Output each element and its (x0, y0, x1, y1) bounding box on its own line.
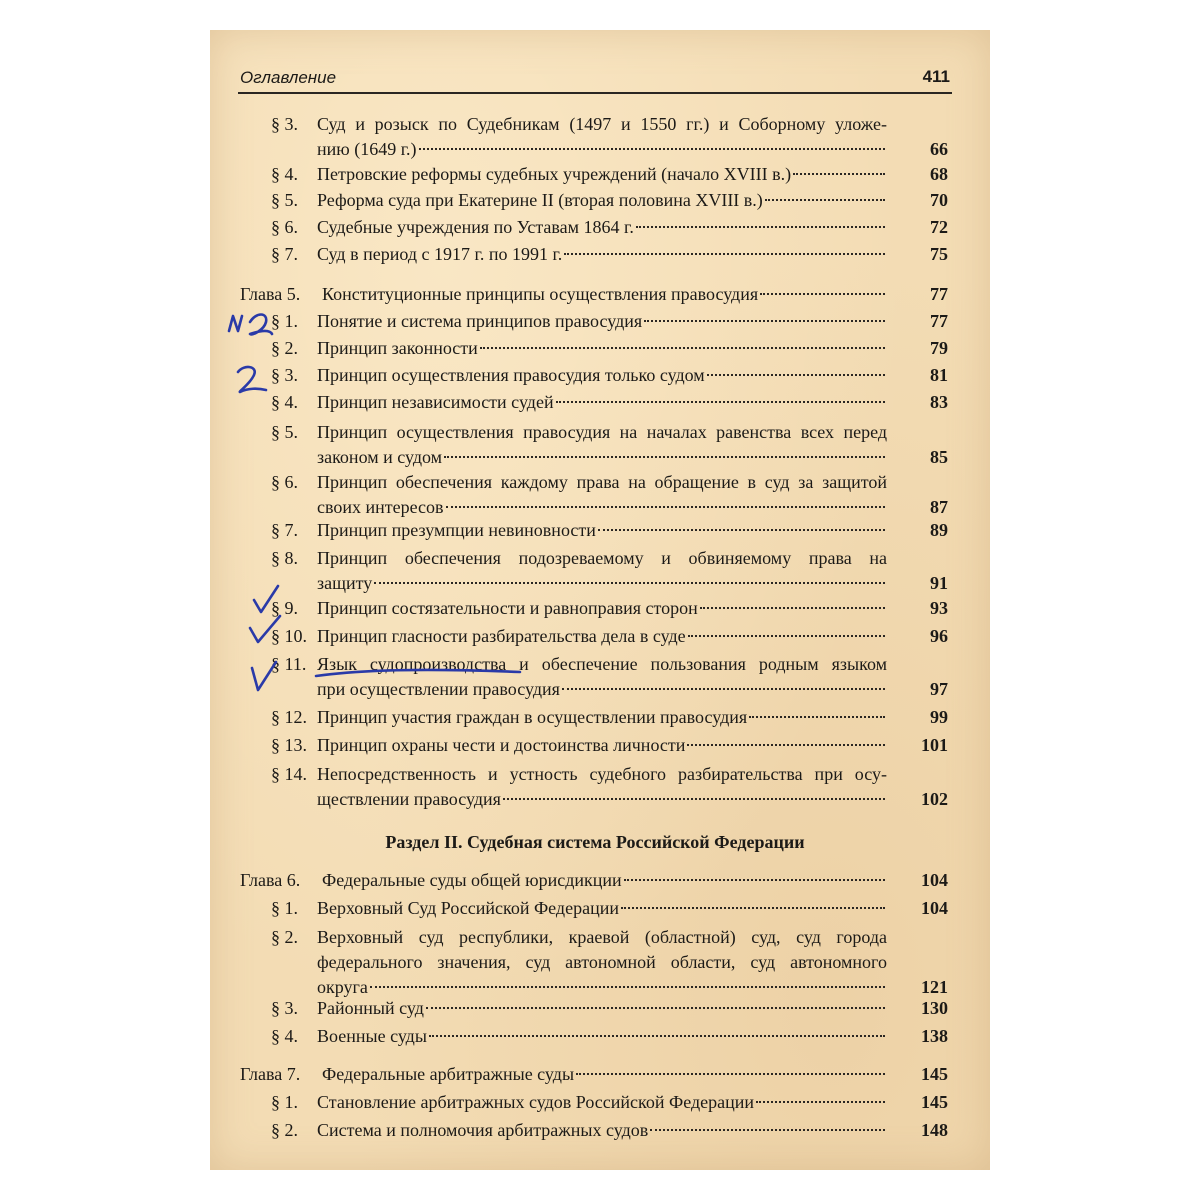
toc-entry-number: § 7. (271, 520, 298, 540)
toc-section-entry (0, 336, 1200, 361)
toc-section-entry (0, 762, 1200, 812)
toc-entry-number: § 10. (271, 626, 307, 646)
toc-section-entry (0, 624, 1200, 649)
toc-entry-page-number: 81 (930, 365, 948, 385)
toc-entry-page-number: 138 (921, 1026, 948, 1046)
toc-entry-page-number: 145 (921, 1064, 948, 1084)
dot-leader (621, 906, 885, 909)
toc-entry-title-line: Принцип обеспечения каждому права на обращение в суд за защитой (317, 472, 887, 492)
toc-entry-title-line: округа (317, 977, 368, 997)
toc-entry-number: § 9. (271, 598, 298, 618)
toc-entry-number: § 3. (271, 998, 298, 1018)
toc-section-entry (0, 363, 1200, 388)
toc-entry-page-number: 70 (930, 190, 948, 210)
toc-entry-title-line: Суд и розыск по Судебникам (1497 и 1550 гг.) и Соборному уложе- (317, 114, 887, 134)
dot-leader (426, 1006, 885, 1009)
toc-entry-title-line: Принцип обеспечения подозреваемому и обвиняемому права на (317, 548, 887, 568)
toc-entry-title-line: Реформа суда при Екатерине II (вторая половина XVIII в.) (317, 190, 763, 210)
dot-leader (598, 528, 885, 531)
dot-leader (576, 1072, 885, 1075)
toc-entry-page-number: 77 (930, 284, 948, 304)
dot-leader (760, 292, 885, 295)
toc-entry-title-line: Суд в период с 1917 г. по 1991 г. (317, 244, 563, 264)
toc-entry-page-number: 148 (921, 1120, 948, 1140)
toc-section-entry (0, 546, 1200, 596)
toc-section-entry (0, 242, 1200, 267)
dot-leader (700, 606, 885, 609)
dot-leader (370, 985, 885, 988)
dot-leader (503, 797, 885, 800)
toc-section-entry (0, 1118, 1200, 1143)
toc-entry-page-number: 99 (930, 707, 948, 727)
toc-entry-title-line: Принцип законности (317, 338, 478, 358)
toc-entry-number: Глава 6. (240, 870, 301, 890)
toc-entry-number: § 3. (271, 114, 298, 134)
toc-entry-title-line: Принцип состязательности и равноправия сторон (317, 598, 698, 618)
toc-entry-title-line: при осуществлении правосудия (317, 679, 560, 699)
toc-entry-title-line: Военные суды (317, 1026, 427, 1046)
toc-entry-page-number: 85 (930, 447, 948, 467)
toc-entry-number: § 5. (271, 190, 298, 210)
toc-entry-title-line: Система и полномочия арбитражных судов (317, 1120, 649, 1140)
toc-entry-number: § 1. (271, 311, 298, 331)
toc-entry-number: § 4. (271, 164, 298, 184)
toc-entry-page-number: 68 (930, 164, 948, 184)
toc-entry-page-number: 121 (921, 977, 948, 997)
toc-entry-number: § 2. (271, 338, 298, 358)
toc-entry-title-line: Принцип независимости судей (317, 392, 554, 412)
toc-entry-page-number: 97 (930, 679, 948, 699)
toc-entry-title-line: Принцип участия граждан в осуществлении правосудия (317, 707, 748, 727)
toc-entry-title-line: Федеральные суды общей юрисдикции (322, 870, 622, 890)
toc-entry-title-line: Принцип презумпции невиновности (317, 520, 596, 540)
toc-entry-title-line: Принцип осуществления правосудия на началах равенства всех перед (317, 422, 887, 442)
running-head-title: Оглавление (240, 68, 337, 87)
toc-entry-title-line: Понятие и система принципов правосудия (317, 311, 643, 331)
toc-entry-number: § 7. (271, 244, 298, 264)
toc-section-entry (0, 188, 1200, 213)
toc-entry-page-number: 93 (930, 598, 948, 618)
toc-section-entry (0, 112, 1200, 162)
dot-leader (749, 715, 885, 718)
toc-entry-page-number: 87 (930, 497, 948, 517)
toc-section-entry (0, 596, 1200, 621)
dot-leader (374, 581, 885, 584)
toc-entry-title-line: защиту (317, 573, 373, 593)
toc-entry-number: § 4. (271, 1026, 298, 1046)
toc-entry-title-line: законом и судом (317, 447, 443, 467)
dot-leader (556, 400, 885, 403)
toc-entry-number: § 3. (271, 365, 298, 385)
toc-entry-number: § 6. (271, 217, 298, 237)
toc-entry-number: § 6. (271, 472, 298, 492)
dot-leader (650, 1128, 885, 1131)
toc-entry-page-number: 91 (930, 573, 948, 593)
dot-leader (636, 225, 885, 228)
toc-section-entry (0, 215, 1200, 240)
dot-leader (688, 634, 885, 637)
toc-entry-page-number: 101 (921, 735, 948, 755)
dot-leader (765, 198, 885, 201)
toc-entry-page-number: 77 (930, 311, 948, 331)
dot-leader (419, 147, 885, 150)
toc-section-entry (0, 705, 1200, 730)
toc-chapter-entry (0, 1062, 1200, 1087)
toc-entry-title-line: Районный суд (317, 998, 424, 1018)
toc-entry-title-line: Верховный суд республики, краевой (областной) суд, суд города (317, 927, 887, 947)
toc-section-entry (0, 309, 1200, 334)
toc-entry-number: § 11. (271, 654, 307, 674)
toc-chapter-entry (0, 282, 1200, 307)
toc-entry-title-line: Верховный Суд Российской Федерации (317, 898, 619, 918)
toc-section-entry (0, 390, 1200, 415)
toc-section-entry (0, 925, 1200, 1000)
toc-entry-page-number: 79 (930, 338, 948, 358)
toc-section-entry (0, 1090, 1200, 1115)
toc-section-entry (0, 420, 1200, 470)
toc-entry-title-line: своих интересов (317, 497, 444, 517)
toc-entry-page-number: 104 (921, 898, 948, 918)
toc-entry-number: § 5. (271, 422, 298, 442)
toc-entry-page-number: 102 (921, 789, 948, 809)
toc-chapter-entry (0, 868, 1200, 893)
toc-entry-number: § 8. (271, 548, 298, 568)
toc-entry-page-number: 72 (930, 217, 948, 237)
dot-leader (429, 1034, 885, 1037)
toc-entry-page-number: 83 (930, 392, 948, 412)
toc-entry-page-number: 130 (921, 998, 948, 1018)
toc-section-entry (0, 996, 1200, 1021)
toc-section-entry (0, 733, 1200, 758)
toc-entry-title-line: Становление арбитражных судов Российской Федерации (317, 1092, 754, 1112)
toc-entry-title-line: Петровские реформы судебных учреждений (начало XVIII в.) (317, 164, 792, 184)
toc-entry-page-number: 75 (930, 244, 948, 264)
toc-entry-page-number: 66 (930, 139, 948, 159)
toc-entry-title-line: Конституционные принципы осуществления правосудия (322, 284, 759, 304)
toc-section-entry (0, 470, 1200, 520)
toc-entry-number: § 1. (271, 1092, 298, 1112)
running-head-page-number: 411 (922, 67, 950, 86)
toc-entry-number: Глава 5. (240, 284, 301, 304)
dot-leader (756, 1100, 885, 1103)
dot-leader (644, 319, 885, 322)
toc-entry-page-number: 104 (921, 870, 948, 890)
toc-section-entry (0, 518, 1200, 543)
dot-leader (624, 878, 885, 881)
dot-leader (564, 252, 885, 255)
dot-leader (480, 346, 885, 349)
section-title: Раздел II. Судебная система Российской Федерации (385, 832, 805, 852)
toc-entry-number: § 2. (271, 927, 298, 947)
toc-entry-title-line: федерального значения, суд автономной области, суд автономного (317, 952, 887, 972)
toc-entry-number: § 12. (271, 707, 307, 727)
toc-section-entry (0, 652, 1200, 702)
toc-entry-title-line: ществлении правосудия (317, 789, 501, 809)
toc-section-entry (0, 896, 1200, 921)
toc-entry-title-line: Судебные учреждения по Уставам 1864 г. (317, 217, 634, 237)
toc-entry-title-line: Принцип осуществления правосудия только судом (317, 365, 705, 385)
toc-entry-number: § 1. (271, 898, 298, 918)
dot-leader (444, 455, 885, 458)
dot-leader (687, 743, 885, 746)
toc-entry-title-line: Принцип гласности разбирательства дела в суде (317, 626, 686, 646)
toc-entry-title-line: Федеральные арбитражные суды (322, 1064, 575, 1084)
toc-entry-number: § 14. (271, 764, 307, 784)
toc-entry-title-line: нию (1649 г.) (317, 139, 417, 159)
toc-entry-page-number: 96 (930, 626, 948, 646)
dot-leader (446, 505, 885, 508)
toc-section-entry (0, 162, 1200, 187)
toc-entry-number: § 2. (271, 1120, 298, 1140)
toc-entry-title-line: Непосредственность и устность судебного разбирательства при осу- (317, 764, 887, 784)
dot-leader (562, 687, 885, 690)
toc-entry-number: Глава 7. (240, 1064, 301, 1084)
toc-entry-number: § 13. (271, 735, 307, 755)
toc-entry-title-line: Принцип охраны чести и достоинства личности (317, 735, 686, 755)
dot-leader (793, 172, 885, 175)
toc-entry-page-number: 145 (921, 1092, 948, 1112)
toc-section-entry (0, 1024, 1200, 1049)
toc-entry-number: § 4. (271, 392, 298, 412)
toc-entry-page-number: 89 (930, 520, 948, 540)
toc-entry-title-line: Язык судопроизводства и обеспечение пользования родным языком (317, 654, 887, 674)
dot-leader (707, 373, 885, 376)
